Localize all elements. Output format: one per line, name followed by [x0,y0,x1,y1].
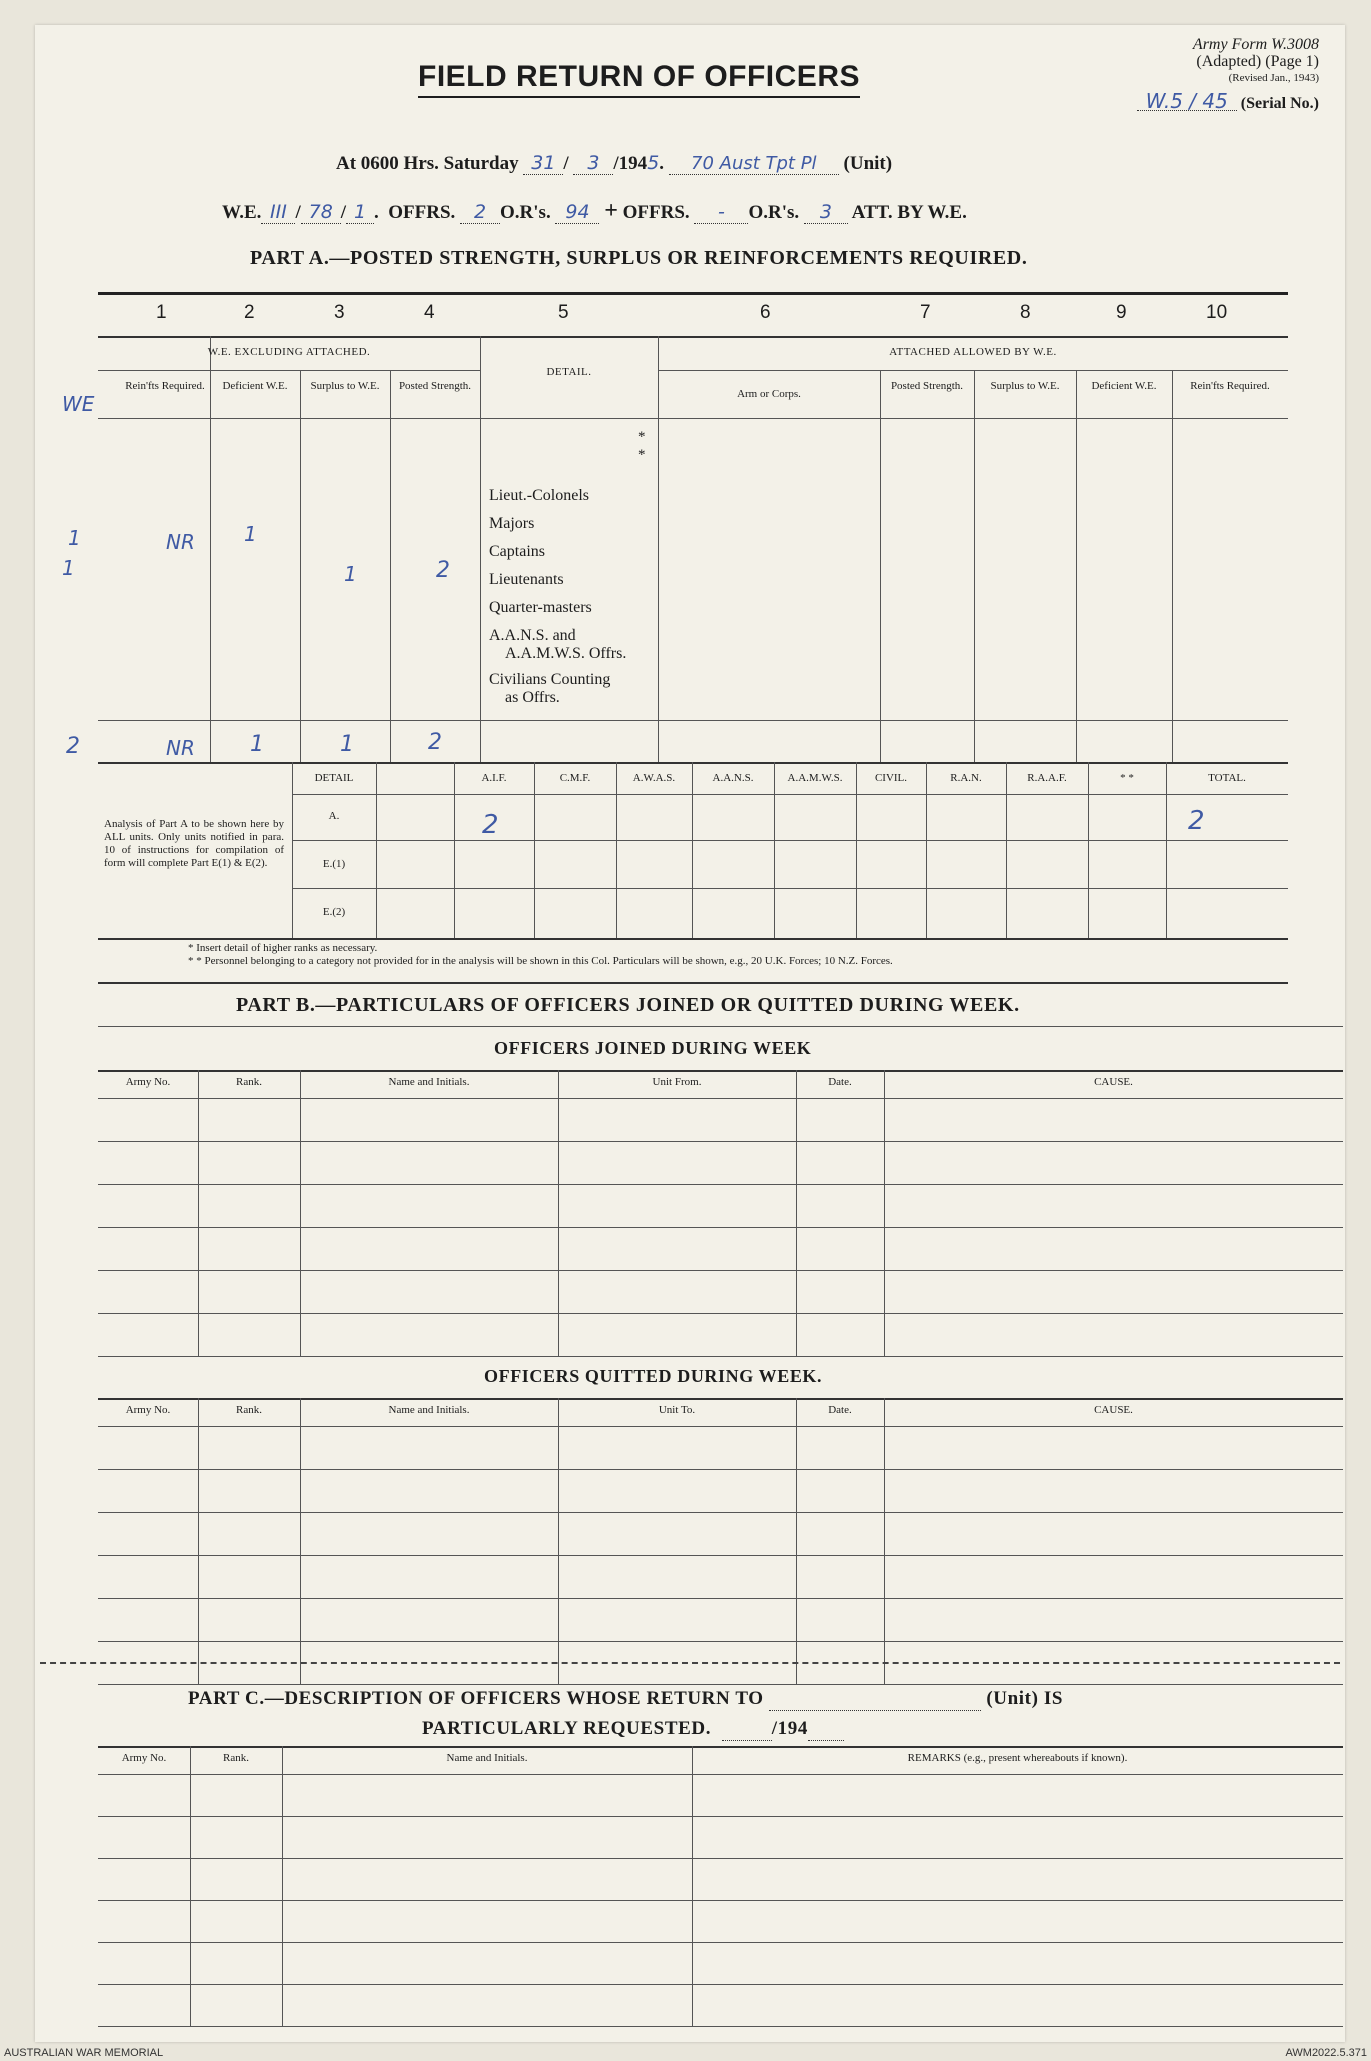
analysis-note: Analysis of Part A to be shown here by ALL units. Only units notified in para. 10 of instructions for compilation of form will complete Part E(1) & E(2). [104,818,284,869]
table-row-rule [98,1555,1343,1556]
time-unit-line: At 0600 Hrs. Saturday 31 / 3 /1945. 70 Aust Tpt Pl (Unit) [336,152,893,174]
offrs-label: OFFRS. [388,202,456,223]
form-identifier [1137,36,1319,112]
col-num-1: 1 [156,302,167,323]
hand-captains-c2: 1 [244,522,257,546]
column-header: Name and Initials. [388,1404,470,1416]
table-row-rule [98,1512,1343,1513]
footnote-2: * * Personnel belonging to a category not provided for in the analysis will be shown in this Col. Particulars will be shown, e.g., 20 U.K. Forces; 10 N.Z. Forces. [188,955,893,967]
hand-captains-c1: NR [166,530,195,554]
col-sep-2 [300,370,301,762]
table-col-rule [558,1398,559,1684]
an-h-aamws: A.A.M.W.S. [787,772,843,784]
an-aif-value: 2 [482,810,499,840]
column-header: Rank. [236,1076,262,1088]
sub-reinfts-right: Rein'fts Required. [1190,380,1270,392]
total-margin: 2 [66,734,80,759]
asterisk-1: * [638,429,646,445]
an-h-ran: R.A.N. [950,772,982,784]
column-header: Army No. [125,1076,171,1088]
date-day: 31 [523,152,563,175]
table-col-rule [190,1746,191,2026]
hand-lieut-c3: 1 [344,562,357,586]
part-c-heading-unit: (Unit) IS [986,1688,1064,1709]
table-row-rule [98,1942,1343,1943]
an-sep-7 [856,762,857,938]
table-col-rule [300,1070,301,1356]
joined-heading: OFFICERS JOINED DURING WEEK [494,1038,812,1058]
form-revised: (Revised Jan., 1943) [1228,72,1319,84]
part-a-header-bottom [98,418,1288,419]
detail-asterisks [638,428,646,464]
footer-right: AWM2022.5.371 [1285,2047,1367,2059]
we-excluding-header: W.E. EXCLUDING ATTACHED. [207,346,371,358]
col-num-8: 8 [1020,302,1031,323]
an-h-other: * * [1120,772,1134,784]
part-c-heading-pre: PART C.—DESCRIPTION OF OFFICERS WHOSE RETURN TO [188,1688,764,1709]
offrs2-label: OFFRS. [622,202,690,223]
an-h-aans: A.A.N.S. [712,772,754,784]
part-a-sub-rule-left [98,370,480,371]
col-num-9: 9 [1116,302,1127,323]
column-header: Army No. [121,1752,167,1764]
date-month: 3 [573,152,613,175]
table-row-rule [98,1141,1343,1142]
tear-line [40,1662,1340,1664]
part-a-total-rule [98,720,1288,721]
table-row-rule [98,1356,1343,1357]
sub-surplus-right: Surplus to W.E. [990,380,1060,392]
column-header: Name and Initials. [446,1752,528,1764]
an-sep-10 [1088,762,1089,938]
table-row-rule [98,1816,1343,1817]
an-total-value: 2 [1188,806,1205,836]
rank-aamws: A.A.M.W.S. Offrs. [505,645,627,662]
table-col-rule [692,1746,693,2026]
an-sep-5 [692,762,693,938]
an-sep-1 [376,762,377,938]
part-a-bottom-rule [98,762,1288,764]
sub-surplus-left: Surplus to W.E. [310,380,380,392]
col-sep-8 [1076,370,1077,762]
date-year-prefix: /194 [613,153,648,174]
footnote-rule [98,982,1288,984]
date-year-digit: 5 [647,152,660,174]
an-h-cmf: C.M.F. [559,772,591,784]
an-row-a-rule [292,840,1288,841]
we-part-b: 78 [301,201,341,224]
table-header-rule [98,1098,1343,1099]
total-c4: 2 [428,730,442,755]
hand-lieut-margin: 1 [62,556,75,580]
an-h-detail: DETAIL [314,772,354,784]
col-num-2: 2 [244,302,255,323]
table-col-rule [558,1070,559,1356]
an-h-total: TOTAL. [1208,772,1246,784]
part-a-heading: PART A.—POSTED STRENGTH, SURPLUS OR REINFORCEMENTS REQUIRED. [250,247,1028,269]
rank-captains: Captains [489,543,545,560]
column-header: Unit To. [658,1404,696,1416]
table-col-rule [884,1398,885,1684]
col-sep-7 [974,370,975,762]
col-sep-5 [658,336,659,762]
ors-label: O.R's. [500,202,551,223]
form-adapted: (Adapted) (Page 1) [1196,53,1319,70]
table-row-rule [98,1227,1343,1228]
col-num-6: 6 [760,302,771,323]
an-row-e1: E.(1) [322,858,346,870]
part-a-num-rule [98,336,1288,338]
an-h-civil: CIVIL. [874,772,908,784]
column-header: Rank. [236,1404,262,1416]
column-header: Date. [828,1076,852,1088]
footnotes [188,942,893,968]
column-header: Army No. [125,1404,171,1416]
table-col-rule [884,1070,885,1356]
col-num-3: 3 [334,302,345,323]
table-top-rule [98,1398,1343,1400]
rank-quarter-masters: Quarter-masters [489,599,592,616]
hand-captains-margin: 1 [68,526,81,550]
table-row-rule [98,1313,1343,1314]
rank-list [489,482,626,707]
margin-we-note: WE [62,392,95,416]
part-b-rule [98,1026,1343,1027]
column-header: Date. [828,1404,852,1416]
an-row-a: A. [328,810,340,822]
col-num-7: 7 [920,302,931,323]
rank-aans: A.A.N.S. and [489,627,576,644]
rank-civilians: Civilians Counting [489,671,611,688]
sub-deficient-left: Deficient W.E. [222,380,288,392]
total-c2: 1 [250,732,264,757]
an-h-raaf: R.A.A.F. [1027,772,1067,784]
footer-left: AUSTRALIAN WAR MEMORIAL [4,2047,164,2059]
offrs-value: 2 [460,201,500,224]
sub-deficient-right: Deficient W.E. [1091,380,1157,392]
detail-header: DETAIL. [546,366,592,378]
table-col-rule [198,1398,199,1684]
we-label: W.E. [222,202,262,223]
rank-majors: Majors [489,515,535,532]
an-h-awas: A.W.A.S. [632,772,676,784]
form-title: FIELD RETURN OF OFFICERS [418,60,860,98]
table-col-rule [282,1746,283,2026]
table-row-rule [98,1641,1343,1642]
ors2-value: 3 [804,201,848,224]
table-row-rule [98,1184,1343,1185]
we-part-c: 1 [346,201,374,224]
part-c-date-tail: /194 [771,1718,808,1739]
col-sep-9 [1172,370,1173,762]
an-row-e2: E.(2) [322,906,346,918]
ors-value: 94 [555,201,599,224]
table-top-rule [98,1746,1343,1748]
part-a-top-rule [98,292,1288,295]
an-sep-6 [774,762,775,938]
attached-header: ATTACHED ALLOWED BY W.E. [889,346,1057,358]
unit-value: 70 Aust Tpt Pl [669,153,839,175]
an-sep-8 [926,762,927,938]
an-sep-3 [534,762,535,938]
serial-number-value: W.5 / 45 [1137,93,1237,111]
quitted-heading: OFFICERS QUITTED DURING WEEK. [484,1366,823,1386]
table-row-rule [98,1858,1343,1859]
rank-lieutenants: Lieutenants [489,571,564,588]
table-row-rule [98,1984,1343,1985]
table-col-rule [300,1398,301,1684]
table-col-rule [198,1070,199,1356]
col-sep-3 [390,370,391,762]
col-sep-6 [880,370,881,762]
sub-arm-corps: Arm or Corps. [737,388,801,400]
table-row-rule [98,1598,1343,1599]
table-header-rule [98,1426,1343,1427]
part-c-requested: PARTICULARLY REQUESTED. [422,1718,712,1739]
an-sep-4 [616,762,617,938]
form-number: Army Form W.3008 [1192,36,1319,53]
we-part-a: III [261,201,295,224]
part-c-heading-2 [422,1718,844,1741]
unit-label: (Unit) [843,153,893,174]
column-header: CAUSE. [1094,1076,1133,1088]
asterisk-2: * [638,447,646,463]
column-header: Unit From. [652,1076,702,1088]
table-col-rule [796,1398,797,1684]
part-c-heading [188,1688,1063,1711]
time-prefix: At 0600 Hrs. Saturday [336,153,519,174]
table-header-rule [98,1774,1343,1775]
table-row-rule [98,1270,1343,1271]
sub-posted-left: Posted Strength. [398,380,472,392]
an-row-e1-rule [292,888,1288,889]
rank-lieut-colonels: Lieut.-Colonels [489,487,589,504]
ors2-label: O.R's. [748,202,800,223]
offrs2-value: - [694,201,748,224]
column-header: REMARKS (e.g., present whereabouts if known). [907,1752,1128,1764]
column-header: Rank. [223,1752,249,1764]
col-sep-1 [210,336,211,762]
we-strength-line: W.E. III / 78 / 1 . OFFRS. 2 O.R's. 94 + OFFRS. - O.R's. 3 ATT. BY W.E. [222,198,967,224]
plus-sign: + [604,198,618,224]
an-sep-2 [454,762,455,938]
table-top-rule [98,1070,1343,1072]
an-sep-11 [1166,762,1167,938]
an-h-aif: A.I.F. [481,772,507,784]
an-sep-9 [1006,762,1007,938]
serial-number-label: (Serial No.) [1240,95,1319,112]
att-label: ATT. BY W.E. [851,202,967,223]
rank-as-offrs: as Offrs. [505,689,560,706]
an-header-rule [292,794,1288,795]
col-num-10: 10 [1206,302,1228,323]
footnote-1: * Insert detail of higher ranks as necessary. [188,942,378,954]
col-num-4: 4 [424,302,435,323]
sub-posted-right: Posted Strength. [890,380,964,392]
total-c3: 1 [340,732,354,757]
sub-reinfts-left: Rein'fts Required. [125,380,205,392]
table-col-rule [796,1070,797,1356]
part-b-heading: PART B.—PARTICULARS OF OFFICERS JOINED OR QUITTED DURING WEEK. [236,994,1020,1016]
an-bottom-rule [98,938,1288,940]
hand-lieut-c4: 2 [436,558,450,583]
part-a-sub-rule-right [658,370,1288,371]
col-num-5: 5 [558,302,569,323]
table-row-rule [98,1684,1343,1685]
table-row-rule [98,1900,1343,1901]
total-c1: NR [166,736,195,760]
column-header: CAUSE. [1094,1404,1133,1416]
table-row-rule [98,1469,1343,1470]
col-sep-4 [480,336,481,762]
column-header: Name and Initials. [388,1076,470,1088]
table-row-rule [98,2026,1343,2027]
